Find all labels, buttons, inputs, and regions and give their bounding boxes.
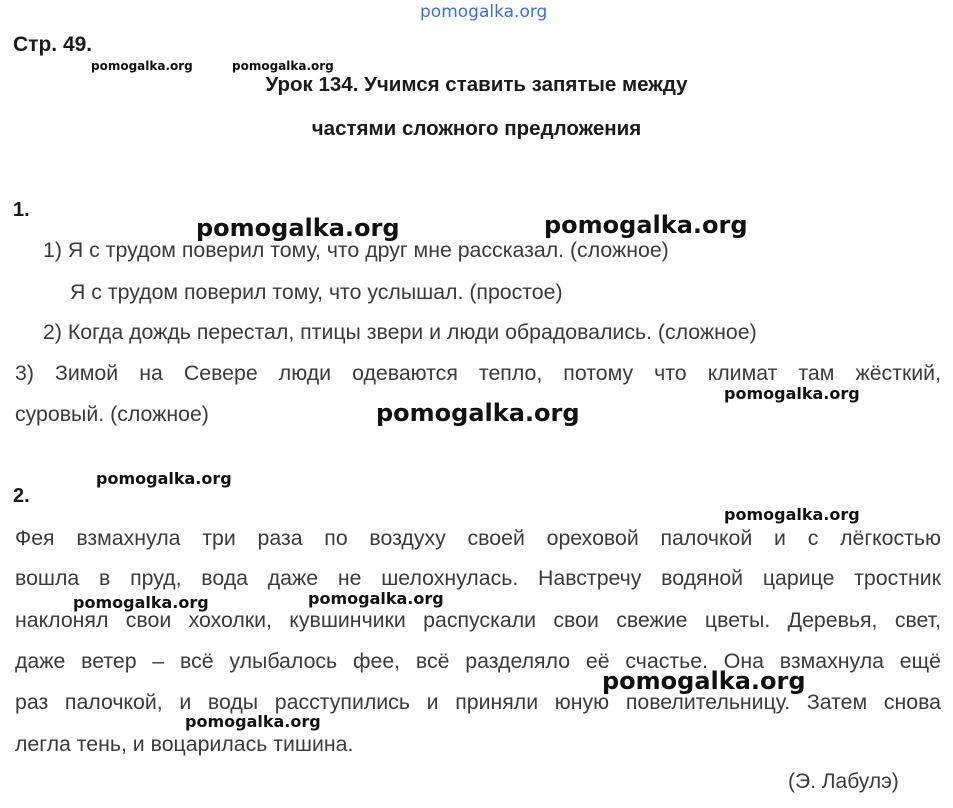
lesson-title-line-2: частями сложного предложения [311, 117, 642, 140]
task-1-line: Я с трудом поверил тому, что услышал. (простое) [70, 280, 563, 304]
watermark: pomogalka.org [96, 469, 232, 488]
task-2-line: Фея взмахнула три раза по воздуху своей ореховой палочкой и с лёгкостью [15, 526, 941, 550]
watermark: pomogalka.org [308, 589, 444, 608]
page-reference: Стр. 49. [13, 33, 93, 56]
task-2-line: даже ветер – всё улыбалось фее, всё разделяло её счастье. Она взмахнула ещё [15, 649, 941, 673]
task-2-line: вошла в пруд, вода даже не шелохнулась. Навстречу водяной царице тростник [15, 566, 941, 590]
watermark: pomogalka.org [724, 505, 860, 524]
task-2-line: раз палочкой, и воды расступились и приняли юную повелительницу. Затем снова [15, 690, 941, 714]
lesson-title-line-1: Урок 134. Учимся ставить запятые между [265, 73, 688, 96]
watermark: pomogalka.org [724, 384, 860, 403]
task-2-number: 2. [13, 485, 30, 507]
watermark: pomogalka.org [544, 211, 748, 239]
watermark: pomogalka.org [602, 667, 806, 695]
watermark: pomogalka.org [376, 399, 580, 427]
task-1-line: 1) Я с трудом поверил тому, что друг мне рассказал. (сложное) [43, 238, 669, 262]
task-1-line: суровый. (сложное) [15, 402, 209, 426]
text-author: (Э. Лабулэ) [788, 770, 899, 793]
task-2-line: наклонял свои хохолки, кувшинчики распускали свои свежие цветы. Деревья, свет, [15, 608, 941, 632]
task-1-number: 1. [13, 199, 30, 221]
watermark: pomogalka.org [232, 59, 334, 73]
watermark: pomogalka.org [91, 59, 193, 73]
top-watermark: pomogalka.org [420, 2, 548, 22]
task-1-line: 3) Зимой на Севере люди одеваются тепло, потому что климат там жёсткий, [15, 361, 941, 385]
watermark: pomogalka.org [73, 593, 209, 612]
watermark: pomogalka.org [185, 712, 321, 731]
task-2-line: легла тень, и воцарилась тишина. [15, 732, 354, 756]
watermark: pomogalka.org [196, 214, 400, 242]
task-1-line: 2) Когда дождь перестал, птицы звери и люди обрадовались. (сложное) [43, 320, 757, 344]
